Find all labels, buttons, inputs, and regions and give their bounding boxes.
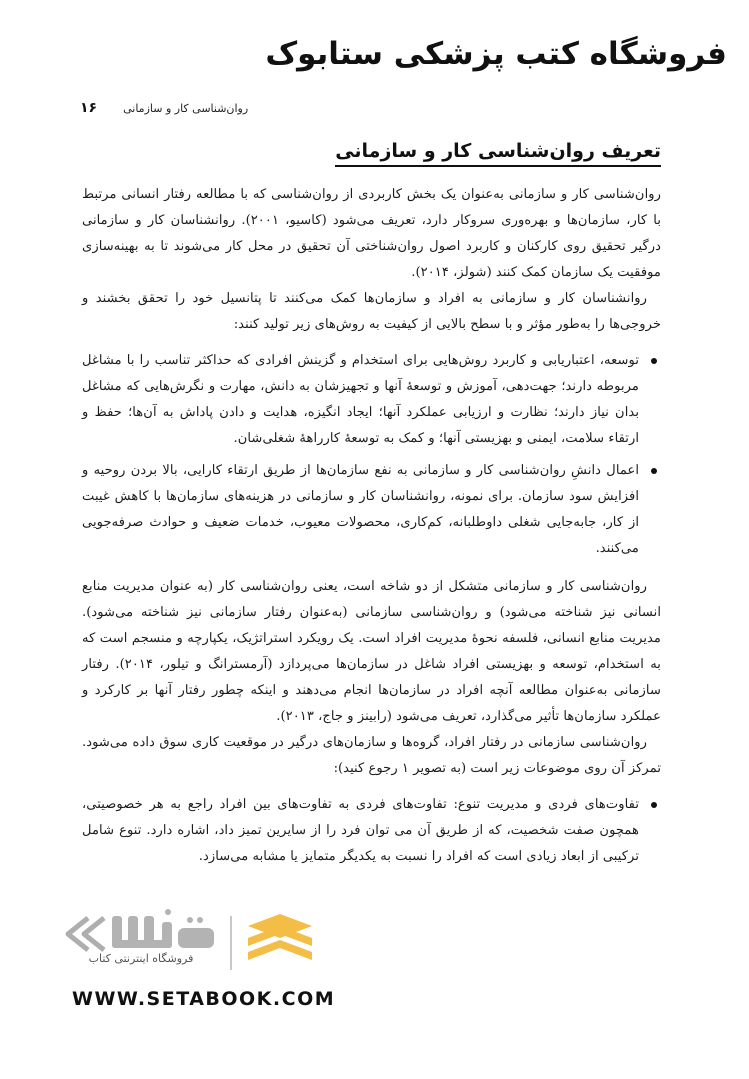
bullet-list: [82, 792, 661, 870]
paragraph: روان‌شناسی سازمانی در رفتار افراد، گروه‌ها و سازمان‌های درگیر در موقعیت کاری سوق داده می‌شود. تمرکز آن روی موضوعات زیر است (به تصویر ۱ رجوع کنید):: [82, 735, 661, 776]
page-number: ۱۶: [80, 100, 98, 116]
site-url: WWW.SETABOOK.COM: [72, 988, 336, 1010]
list-item: اعمال دانشِ روان‌شناسی کار و سازمانی به نفع سازمان‌ها از طریق ارتقاء کارایی، بالا بردن روحیه و افزایش سود سازمان. برای نمونه، روانشناسان کار و سازمانی در هزینه‌های سازمان‌ها با کاهش غیبت از کار، جابه‌جایی شغلی داوطلبانه، کم‌کاری، محصولات معیوب، خدمات ضعیف و حوادث صرفه‌جویی می‌کنند.: [82, 458, 661, 562]
running-header: [80, 98, 663, 118]
paragraph: روان‌شناسی کار و سازمانی متشکل از دو شاخه است، یعنی روان‌شناسی کار (به عنوان مدیریت منابع انسانی نیز شناخته می‌شود) و روان‌شناسی سازمانی (به‌عنوان رفتار سازمانی نیز شناخته می‌شود). مدیریت منابع انسانی، فلسفه نحوهٔ مدیریت افراد است. یک رویکرد استراتژیک، یکپارچه و منسجم است که به استخدام، توسعه و بهزیستی افراد شاغل در سازمان‌ها می‌پردازد (آرمسترانگ و تیلور، ۲۰۱۴). رفتار سازمانی به‌عنوان مطالعه آنچه افراد در سازمان‌ها انجام می‌دهند و اینکه چطور رفتار آنها بر کارکرد و عملکرد سازمان‌ها تأثیر می‌گذارد، تعریف می‌شود (رابینز و جاج، ۲۰۱۳).: [82, 579, 661, 724]
setabook-logo-icon: [60, 908, 340, 982]
store-title: فروشگاه کتب پزشکی ستابوک: [265, 36, 727, 72]
paragraph: روان‌شناسی کار و سازمانی به‌عنوان یک بخش کاربردی از روان‌شناسی که با مطالعه رفتار انسانی مرتبط با کار، سازمان‌ها و بهره‌وری سروکار دارد، تعریف می‌شود (کاسیو، ۲۰۰۱). روانشناسان کار و سازمانی درگیر تحقیق روی کارکنان و کاربرد اصول روان‌شناختی آن تحقیق در محل کار می‌شوند تا به بهینه‌سازی موفقیت یک سازمان کمک کنند (شولز، ۲۰۱۴).: [82, 187, 662, 280]
paragraph: روانشناسان کار و سازمانی به افراد و سازمان‌ها کمک می‌کنند تا پتانسیل خود را تحقق بخشند و خروجی‌ها را به‌طور مؤثر و با سطح بالایی از کیفیت به روش‌های زیر تولید کنند:: [82, 291, 661, 332]
section-heading: تعریف روان‌شناسی کار و سازمانی: [335, 140, 661, 167]
body-content: [82, 182, 661, 878]
bullet-list: [82, 348, 661, 562]
chapter-title: روان‌شناسی کار و سازمانی: [123, 101, 249, 115]
watermark: [60, 908, 340, 982]
list-item: توسعه، اعتباریابی و کاربرد روش‌هایی برای استخدام و گزینش افرادی که حداکثر تناسب را با مشاغل مربوطه دارند؛ جهت‌دهی، آموزش و توسعهٔ آنها و تجهیزشان به دانش، مهارت و نگرش‌هایی که مشاغل بدان نیاز دارند؛ نظارت و ارزیابی عملکرد آنها؛ ایجاد انگیزه، هدایت و دادن پاداش به آن‌ها؛ حفظ و ارتقاء سلامت، ایمنی و بهزیستی آنها؛ و کمک به توسعهٔ کارراههٔ شغلی‌شان.: [82, 348, 661, 452]
list-item: تفاوت‌های فردی و مدیریت تنوع: تفاوت‌های فردی به تفاوت‌های بین افراد راجع به هر خصوصیتی، همچون صفت شخصیت، که از طریق آن می توان فرد را از سایرین تمیز داد، اشاره دارد. تنوع شامل ترکیبی از ابعاد زیادی است که افراد را نسبت به یکدیگر متمایز یا مشابه می‌سازد.: [82, 792, 661, 870]
watermark-brand-text: فروشگاه اینترنتی کتاب: [88, 952, 194, 965]
